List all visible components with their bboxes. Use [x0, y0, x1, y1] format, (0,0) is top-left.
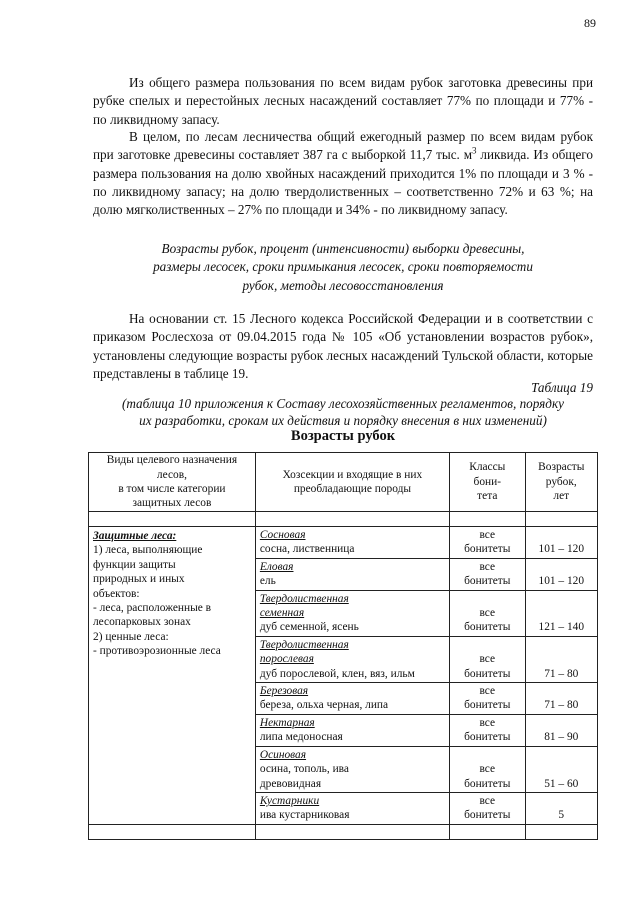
header-col4-line: рубок, [545, 475, 577, 488]
table-spacer-row [89, 512, 598, 527]
cutting-age-cell: 51 – 60 [525, 746, 597, 792]
bonitet-text: бонитеты [464, 543, 511, 556]
bonitet-text: бонитеты [464, 809, 511, 822]
table-subtitle [93, 395, 593, 429]
section-cell-pine [255, 527, 449, 559]
section-cell-nectar [255, 714, 449, 746]
forest-category-cell [89, 527, 256, 825]
bonitet-text: все [479, 653, 496, 666]
page-number: 89 [584, 16, 596, 30]
bonitet-text: все [479, 763, 496, 776]
table-subtitle-line2: их разработки, срокам их действия и порядку внесения в них изменений) [139, 413, 547, 428]
paragraph-harvest-share: Из общего размера пользования по всем видам рубок заготовка древесины при рубке спелых и перестойных лесных насаждений составляет 77% по площади и 77% - по ликвидному запасу. [93, 75, 593, 127]
bonitet-text: все [479, 794, 496, 807]
bonitet-text: все [479, 685, 496, 698]
category-line: объектов: [93, 587, 140, 600]
bonitet-text: бонитеты [464, 575, 511, 588]
section-heading-line2: размеры лесосек, сроки примыкания лесосек, сроки повторяемости [153, 259, 533, 275]
section-heading [93, 240, 593, 295]
header-col2-line: преобладающие породы [293, 483, 412, 495]
table-subtitle-line1: (таблица 10 приложения к Составу лесохозяйственных регламентов, порядку [121, 396, 564, 411]
header-col1-line: защитных лесов [132, 497, 212, 510]
section-species: дуб семенной, ясень [259, 621, 359, 634]
cutting-age-cell: 71 – 80 [525, 683, 597, 715]
section-species: древовидная [259, 777, 322, 790]
header-bonitet-classes [450, 453, 526, 512]
bonitet-cell [450, 746, 526, 792]
paragraph-legal-basis: На основании ст. 15 Лесного кодекса Российской Федерации и в соответствии с приказом Рослесхоза от 09.04.2015 года № 105 «Об установлении возрастов рубок», установлены следующие возрасты рубок лесных насаждений Тульской области, которые представлены в таблице 19. [93, 311, 593, 381]
section-heading-line3: рубок, методы лесовосстановления [242, 277, 444, 293]
section-title: порослевая [259, 653, 314, 666]
cutting-age-cell: 121 – 140 [525, 590, 597, 636]
section-title: Кустарники [259, 794, 320, 807]
cutting-age-cell: 81 – 90 [525, 714, 597, 746]
header-col4-line: Возрасты [538, 461, 585, 474]
bonitet-cell [450, 636, 526, 682]
bonitet-text: бонитеты [464, 621, 511, 634]
header-col1-line: Виды целевого назначения [106, 454, 238, 467]
section-title: Твердолиственная [259, 592, 349, 605]
table-header-row [89, 453, 598, 512]
category-line: - леса, расположенные в [93, 602, 212, 615]
section-title: Березовая [259, 685, 309, 698]
section-cell-spruce [255, 558, 449, 590]
paragraph-annual-volume [93, 128, 593, 219]
bonitet-text: все [479, 529, 496, 541]
section-cell-shrubs [255, 792, 449, 824]
section-species: ива кустарниковая [259, 809, 350, 822]
header-forest-purpose [89, 453, 256, 512]
bonitet-text: бонитеты [464, 777, 511, 790]
bonitet-text: бонитеты [464, 731, 511, 744]
header-col2-line: Хозсекции и входящие в них [282, 468, 423, 481]
paragraph-annual-volume-part2: ликвида. Из общего размера пользования на долю хвойных насаждений приходится 1% по площади и 3 % - по ликвидному запасу; на долю твердолиственных – соответственно 72% и 63 %; на долю мягколиственных – 27% по площади и 34% - по ликвидному запасу. [93, 147, 593, 218]
section-title: семенная [259, 607, 305, 620]
section-cell-aspen [255, 746, 449, 792]
category-line: природных и иных [93, 573, 185, 586]
bonitet-text: бонитеты [464, 699, 511, 712]
cutting-age-cell: 71 – 80 [525, 636, 597, 682]
bonitet-text: все [479, 716, 496, 729]
category-line: лесопарковых зонах [93, 616, 191, 629]
category-line: 1) леса, выполняющие [93, 544, 203, 557]
cutting-ages-table [88, 452, 598, 840]
section-title: Твердолиственная [259, 638, 349, 651]
section-species: липа медоносная [259, 731, 343, 744]
header-col3-line: Классы [469, 461, 506, 474]
category-line: - противоэрозионные леса [93, 645, 221, 658]
category-title: Защитные леса: [93, 530, 177, 542]
table-row [89, 527, 598, 559]
paragraph-annual-volume-part1: В целом, по лесам лесничества общий ежегодный размер по всем видам рубок при заготовке древесины составляет 387 га с выборкой 11,7 тыс. м [93, 129, 593, 163]
bonitet-cell [450, 527, 526, 559]
section-species: ель [259, 575, 276, 588]
section-cell-hardwood-seed [255, 590, 449, 636]
section-title: Осиновая [259, 748, 307, 761]
section-species: осина, тополь, ива [259, 763, 349, 776]
cutting-age-cell: 101 – 120 [525, 558, 597, 590]
table-label: Таблица 19 [531, 380, 593, 395]
cutting-age-cell: 5 [525, 792, 597, 824]
cutting-age-cell: 101 – 120 [525, 527, 597, 559]
header-col3-line: тета [477, 490, 498, 503]
section-heading-line1: Возрасты рубок, процент (интенсивности) выборки древесины, [161, 241, 525, 256]
section-title: Сосновая [259, 529, 306, 541]
section-species: береза, ольха черная, липа [259, 699, 389, 712]
bonitet-text: бонитеты [464, 667, 511, 680]
bonitet-text: все [479, 560, 496, 573]
category-line: функции защиты [93, 558, 176, 571]
header-col3-line: бони- [473, 475, 502, 488]
bonitet-text: все [479, 607, 496, 620]
section-species: сосна, лиственница [259, 543, 355, 556]
table-title: Возрасты рубок [290, 428, 396, 444]
section-title: Нектарная [259, 716, 315, 729]
bonitet-cell [450, 792, 526, 824]
section-cell-birch [255, 683, 449, 715]
header-economic-sections [255, 453, 449, 512]
bonitet-cell [450, 714, 526, 746]
header-cutting-ages [525, 453, 597, 512]
bonitet-cell [450, 683, 526, 715]
header-col1-line: в том числе категории [118, 483, 226, 495]
bonitet-cell [450, 558, 526, 590]
superscript-cubic: 3 [472, 145, 477, 156]
header-col1-line: лесов, [156, 468, 187, 481]
section-species: дуб порослевой, клен, вяз, ильм [259, 667, 415, 680]
section-cell-hardwood-coppice [255, 636, 449, 682]
section-title: Еловая [259, 560, 294, 573]
category-line: 2) ценные леса: [93, 630, 169, 643]
table-spacer-row [89, 824, 598, 839]
header-col4-line: лет [553, 490, 570, 503]
bonitet-cell [450, 590, 526, 636]
